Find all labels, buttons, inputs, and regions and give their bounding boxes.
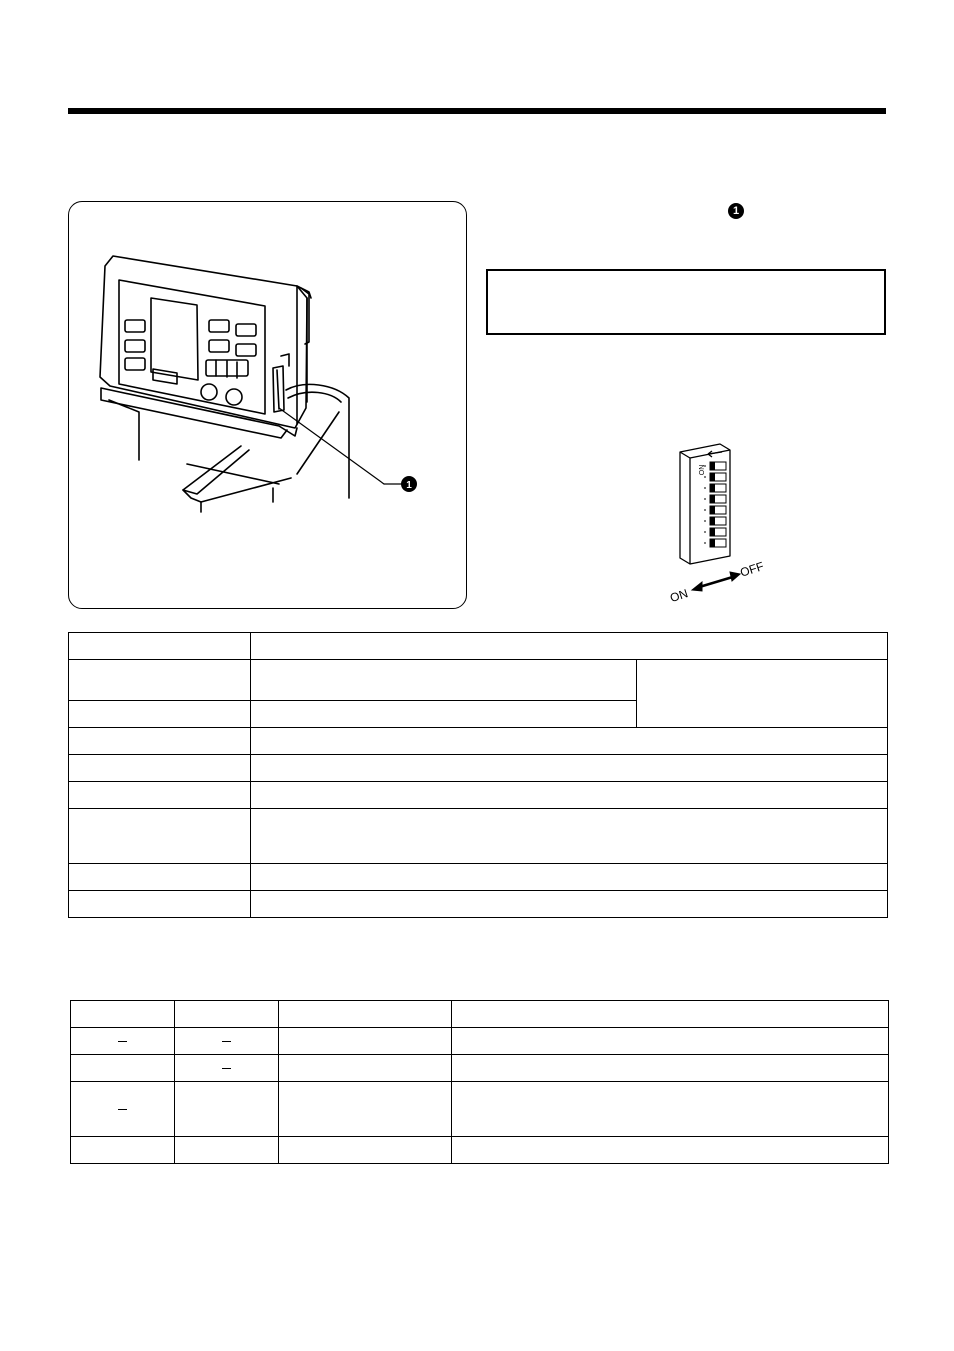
table-cell (71, 1001, 175, 1028)
dip-switch-figure (660, 440, 770, 605)
table-cell (71, 1082, 175, 1137)
table-cell (279, 1137, 452, 1164)
table-cell (71, 1137, 175, 1164)
table-row (71, 1082, 889, 1137)
table-cell (251, 728, 888, 755)
table-cell (251, 755, 888, 782)
table-row (69, 728, 888, 755)
table-cell (251, 701, 637, 728)
table-cell (69, 891, 251, 918)
dash-mark (222, 1041, 231, 1042)
table-cell (251, 864, 888, 891)
dip-direction-on-label: ON (668, 586, 690, 605)
table-cell (251, 782, 888, 809)
table-cell (175, 1137, 279, 1164)
table-cell (69, 633, 251, 660)
table-row (69, 891, 888, 918)
callout-1-reference: 1 (728, 203, 744, 219)
table-row (69, 809, 888, 864)
table-cell (175, 1028, 279, 1055)
table-cell (175, 1055, 279, 1082)
switch-table (70, 1000, 889, 1164)
table-row (69, 660, 888, 701)
table-cell (637, 660, 888, 728)
table-cell (452, 1137, 889, 1164)
table-cell (251, 891, 888, 918)
table-cell (69, 809, 251, 864)
table-cell (69, 782, 251, 809)
dip-direction-off-label: OFF (738, 559, 766, 580)
table-cell (452, 1082, 889, 1137)
table-row (71, 1055, 889, 1082)
dash-mark (222, 1068, 231, 1069)
table-cell (279, 1055, 452, 1082)
note-box (486, 269, 886, 335)
control-box-illustration (69, 202, 468, 610)
settings-table (68, 632, 888, 918)
table-cell (175, 1001, 279, 1028)
table-cell (251, 660, 637, 701)
table-row (69, 782, 888, 809)
table-cell (279, 1001, 452, 1028)
table-cell (452, 1028, 889, 1055)
dip-on-top-label: ON (699, 464, 706, 476)
table-row (71, 1028, 889, 1055)
table-row (69, 633, 888, 660)
callout-1-number: 1 (406, 480, 412, 491)
table-cell (69, 660, 251, 701)
table-row (69, 755, 888, 782)
dash-mark (118, 1041, 127, 1042)
table-cell (452, 1055, 889, 1082)
control-box-figure (68, 201, 467, 609)
dip-switch-illustration (660, 440, 770, 605)
table-cell (69, 701, 251, 728)
table-cell (251, 809, 888, 864)
table-cell (279, 1028, 452, 1055)
dash-mark (118, 1109, 127, 1110)
table-cell (71, 1055, 175, 1082)
table-cell (71, 1028, 175, 1055)
table-cell (69, 755, 251, 782)
table-cell (69, 864, 251, 891)
top-rule (68, 108, 886, 114)
table-row (69, 864, 888, 891)
table-cell (69, 728, 251, 755)
table-row (71, 1137, 889, 1164)
table-cell (175, 1082, 279, 1137)
table-cell (279, 1082, 452, 1137)
table-cell (452, 1001, 889, 1028)
table-cell (251, 633, 888, 660)
table-row (71, 1001, 889, 1028)
